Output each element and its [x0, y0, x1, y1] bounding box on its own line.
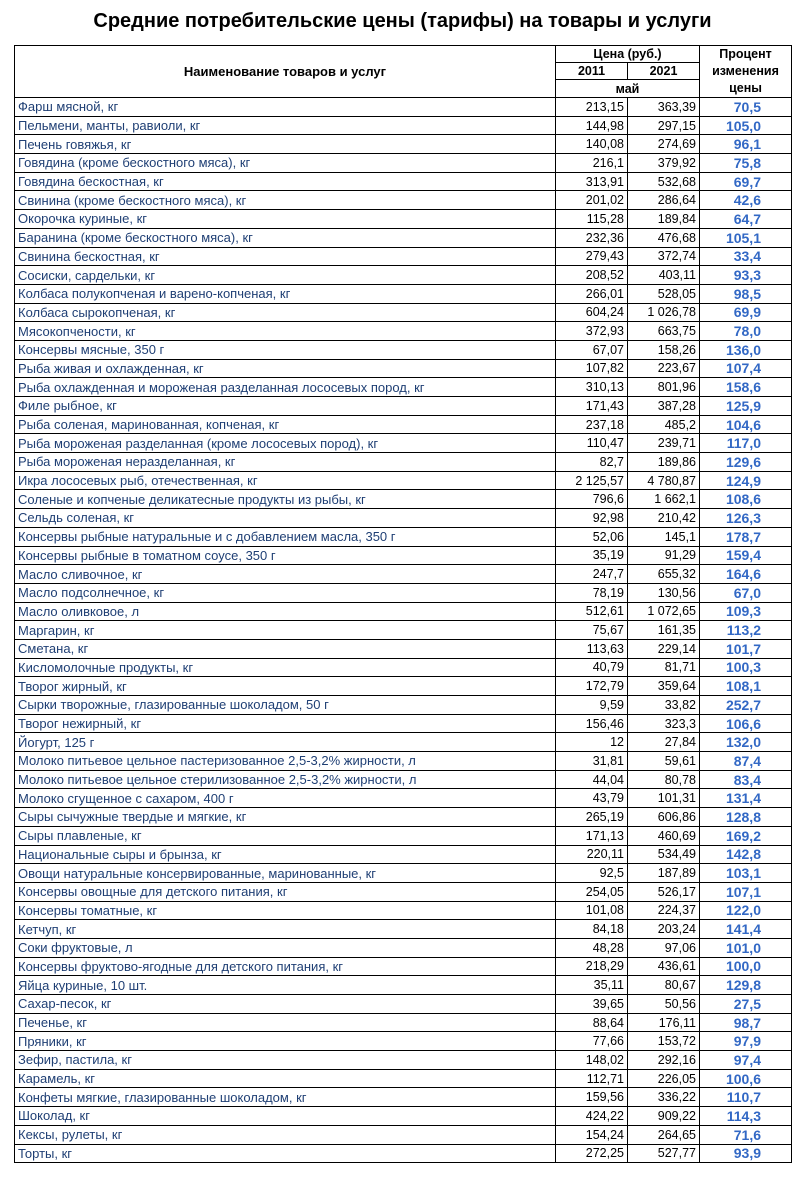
row-name: Консервы фруктово-ягодные для детского питания, кг: [15, 957, 556, 976]
row-price-2021: 323,3: [628, 714, 700, 733]
row-price-2021: 189,84: [628, 210, 700, 229]
row-name: Карамель, кг: [15, 1069, 556, 1088]
row-price-2021: 485,2: [628, 415, 700, 434]
row-pct-change: 97,9: [700, 1032, 792, 1051]
row-price-2021: 476,68: [628, 228, 700, 247]
row-price-2021: 1 072,65: [628, 602, 700, 621]
row-pct-change: 33,4: [700, 247, 792, 266]
row-pct-change: 114,3: [700, 1107, 792, 1126]
row-name: Соленые и копченые деликатесные продукты из рыбы, кг: [15, 490, 556, 509]
row-name: Филе рыбное, кг: [15, 397, 556, 416]
row-pct-change: 64,7: [700, 210, 792, 229]
row-price-2021: 223,67: [628, 359, 700, 378]
row-price-2021: 81,71: [628, 658, 700, 677]
table-row: [15, 172, 792, 191]
row-price-2011: 313,91: [556, 172, 628, 191]
table-row: [15, 434, 792, 453]
row-pct-change: 97,4: [700, 1051, 792, 1070]
row-price-2011: 254,05: [556, 882, 628, 901]
table-row: [15, 976, 792, 995]
row-name: Шоколад, кг: [15, 1107, 556, 1126]
row-price-2011: 372,93: [556, 322, 628, 341]
row-price-2011: 156,46: [556, 714, 628, 733]
row-price-2011: 82,7: [556, 453, 628, 472]
page-title: Средние потребительские цены (тарифы) на товары и услуги: [93, 10, 712, 32]
table-row: [15, 284, 792, 303]
row-price-2011: 112,71: [556, 1069, 628, 1088]
table-row: [15, 154, 792, 173]
row-price-2011: 2 125,57: [556, 471, 628, 490]
header-month: май: [556, 80, 700, 98]
table-row: [15, 901, 792, 920]
table-row: [15, 378, 792, 397]
row-pct-change: 93,3: [700, 266, 792, 285]
table-row: [15, 453, 792, 472]
row-name: Маргарин, кг: [15, 621, 556, 640]
row-price-2011: 35,19: [556, 546, 628, 565]
row-price-2011: 171,13: [556, 826, 628, 845]
row-price-2021: 336,22: [628, 1088, 700, 1107]
row-price-2021: 27,84: [628, 733, 700, 752]
row-price-2021: 909,22: [628, 1107, 700, 1126]
row-price-2011: 265,19: [556, 808, 628, 827]
row-name: Рыба живая и охлажденная, кг: [15, 359, 556, 378]
row-price-2021: 239,71: [628, 434, 700, 453]
row-name: Сосиски, сардельки, кг: [15, 266, 556, 285]
table-row: [15, 639, 792, 658]
table-row: [15, 1144, 792, 1163]
row-price-2021: 50,56: [628, 995, 700, 1014]
table-row: [15, 957, 792, 976]
row-pct-change: 142,8: [700, 845, 792, 864]
row-pct-change: 132,0: [700, 733, 792, 752]
row-price-2011: 75,67: [556, 621, 628, 640]
row-name: Творог нежирный, кг: [15, 714, 556, 733]
row-name: Колбаса сырокопченая, кг: [15, 303, 556, 322]
row-pct-change: 105,0: [700, 116, 792, 135]
row-price-2011: 101,08: [556, 901, 628, 920]
table-row: [15, 770, 792, 789]
row-price-2021: 655,32: [628, 565, 700, 584]
row-price-2021: 130,56: [628, 583, 700, 602]
table-body: [15, 98, 792, 1163]
row-pct-change: 87,4: [700, 752, 792, 771]
row-name: Зефир, пастила, кг: [15, 1051, 556, 1070]
row-pct-change: 159,4: [700, 546, 792, 565]
table-row: [15, 845, 792, 864]
table-row: [15, 752, 792, 771]
row-name: Сырки творожные, глазированные шоколадом, 50 г: [15, 696, 556, 715]
header-name-col: Наименование товаров и услуг: [15, 46, 556, 98]
row-name: Баранина (кроме бескостного мяса), кг: [15, 228, 556, 247]
row-price-2011: 213,15: [556, 98, 628, 117]
row-price-2011: 78,19: [556, 583, 628, 602]
table-row: [15, 696, 792, 715]
row-price-2011: 113,63: [556, 639, 628, 658]
row-price-2011: 48,28: [556, 938, 628, 957]
row-price-2021: 161,35: [628, 621, 700, 640]
row-name: Овощи натуральные консервированные, маринованные, кг: [15, 864, 556, 883]
table-header: [15, 46, 792, 98]
row-name: Колбаса полукопченая и варено-копченая, кг: [15, 284, 556, 303]
row-price-2011: 159,56: [556, 1088, 628, 1107]
table-row: [15, 546, 792, 565]
row-price-2021: 97,06: [628, 938, 700, 957]
row-name: Окорочка куриные, кг: [15, 210, 556, 229]
row-name: Творог жирный, кг: [15, 677, 556, 696]
table-row: [15, 864, 792, 883]
row-name: Консервы рыбные натуральные и с добавлением масла, 350 г: [15, 527, 556, 546]
row-price-2021: 187,89: [628, 864, 700, 883]
row-name: Кексы, рулеты, кг: [15, 1125, 556, 1144]
table-row: [15, 303, 792, 322]
row-price-2021: 528,05: [628, 284, 700, 303]
table-row: [15, 714, 792, 733]
row-pct-change: 101,7: [700, 639, 792, 658]
table-row: [15, 677, 792, 696]
row-price-2011: 237,18: [556, 415, 628, 434]
row-price-2011: 172,79: [556, 677, 628, 696]
row-price-2011: 171,43: [556, 397, 628, 416]
table-row: [15, 920, 792, 939]
row-name: Печень говяжья, кг: [15, 135, 556, 154]
row-price-2021: 153,72: [628, 1032, 700, 1051]
table-row: [15, 1051, 792, 1070]
row-name: Сахар-песок, кг: [15, 995, 556, 1014]
row-price-2021: 59,61: [628, 752, 700, 771]
row-price-2011: 92,98: [556, 509, 628, 528]
row-price-2011: 52,06: [556, 527, 628, 546]
row-price-2011: 88,64: [556, 1013, 628, 1032]
row-name: Рыба мороженая неразделанная, кг: [15, 453, 556, 472]
row-price-2021: 403,11: [628, 266, 700, 285]
row-pct-change: 70,5: [700, 98, 792, 117]
row-price-2011: 115,28: [556, 210, 628, 229]
table-row: [15, 191, 792, 210]
table-row: [15, 808, 792, 827]
price-table: [14, 45, 792, 1163]
row-name: Соки фруктовые, л: [15, 938, 556, 957]
row-pct-change: 110,7: [700, 1088, 792, 1107]
row-price-2011: 148,02: [556, 1051, 628, 1070]
row-price-2011: 40,79: [556, 658, 628, 677]
row-name: Свинина бескостная, кг: [15, 247, 556, 266]
row-price-2021: 663,75: [628, 322, 700, 341]
row-name: Мясокопчености, кг: [15, 322, 556, 341]
row-price-2011: 84,18: [556, 920, 628, 939]
row-price-2021: 460,69: [628, 826, 700, 845]
row-price-2021: 176,11: [628, 1013, 700, 1032]
row-pct-change: 113,2: [700, 621, 792, 640]
row-price-2011: 272,25: [556, 1144, 628, 1163]
row-pct-change: 169,2: [700, 826, 792, 845]
row-pct-change: 69,9: [700, 303, 792, 322]
row-price-2011: 247,7: [556, 565, 628, 584]
row-price-2011: 208,52: [556, 266, 628, 285]
row-pct-change: 126,3: [700, 509, 792, 528]
table-row: [15, 882, 792, 901]
row-name: Консервы томатные, кг: [15, 901, 556, 920]
row-pct-change: 125,9: [700, 397, 792, 416]
table-row: [15, 602, 792, 621]
row-name: Молоко питьевое цельное стерилизованное 2,5-3,2% жирности, л: [15, 770, 556, 789]
row-name: Пельмени, манты, равиоли, кг: [15, 116, 556, 135]
row-price-2011: 796,6: [556, 490, 628, 509]
header-price-group: Цена (руб.): [556, 46, 700, 63]
table-row: [15, 1107, 792, 1126]
row-pct-change: 108,1: [700, 677, 792, 696]
row-price-2011: 31,81: [556, 752, 628, 771]
row-name: Консервы рыбные в томатном соусе, 350 г: [15, 546, 556, 565]
row-price-2011: 144,98: [556, 116, 628, 135]
row-price-2021: 532,68: [628, 172, 700, 191]
row-price-2021: 297,15: [628, 116, 700, 135]
row-pct-change: 42,6: [700, 191, 792, 210]
row-pct-change: 122,0: [700, 901, 792, 920]
row-pct-change: 106,6: [700, 714, 792, 733]
row-name: Молоко питьевое цельное пастеризованное 2,5-3,2% жирности, л: [15, 752, 556, 771]
row-pct-change: 100,6: [700, 1069, 792, 1088]
row-price-2021: 372,74: [628, 247, 700, 266]
row-price-2021: 210,42: [628, 509, 700, 528]
table-row: [15, 565, 792, 584]
row-pct-change: 129,6: [700, 453, 792, 472]
row-price-2021: 359,64: [628, 677, 700, 696]
row-name: Рыба охлажденная и мороженая разделанная лососевых пород, кг: [15, 378, 556, 397]
table-row: [15, 322, 792, 341]
row-price-2021: 606,86: [628, 808, 700, 827]
row-price-2011: 604,24: [556, 303, 628, 322]
table-row: [15, 995, 792, 1014]
row-price-2021: 534,49: [628, 845, 700, 864]
row-name: Сельдь соленая, кг: [15, 509, 556, 528]
row-pct-change: 141,4: [700, 920, 792, 939]
row-name: Фарш мясной, кг: [15, 98, 556, 117]
row-price-2021: 145,1: [628, 527, 700, 546]
table-row: [15, 210, 792, 229]
row-price-2021: 33,82: [628, 696, 700, 715]
row-name: Кетчуп, кг: [15, 920, 556, 939]
row-price-2011: 140,08: [556, 135, 628, 154]
row-pct-change: 164,6: [700, 565, 792, 584]
table-row: [15, 359, 792, 378]
row-pct-change: 83,4: [700, 770, 792, 789]
row-name: Сметана, кг: [15, 639, 556, 658]
row-pct-change: 129,8: [700, 976, 792, 995]
row-pct-change: 108,6: [700, 490, 792, 509]
table-row: [15, 938, 792, 957]
row-price-2011: 12: [556, 733, 628, 752]
row-price-2011: 92,5: [556, 864, 628, 883]
row-price-2021: 363,39: [628, 98, 700, 117]
row-pct-change: 69,7: [700, 172, 792, 191]
table-row: [15, 621, 792, 640]
row-name: Сыры сычужные твердые и мягкие, кг: [15, 808, 556, 827]
row-price-2021: 101,31: [628, 789, 700, 808]
header-pct-col: Процент изменения цены: [700, 46, 792, 98]
row-price-2011: 220,11: [556, 845, 628, 864]
row-pct-change: 96,1: [700, 135, 792, 154]
row-name: Печенье, кг: [15, 1013, 556, 1032]
row-pct-change: 107,1: [700, 882, 792, 901]
table-row: [15, 397, 792, 416]
row-price-2021: 1 662,1: [628, 490, 700, 509]
row-pct-change: 105,1: [700, 228, 792, 247]
table-row: [15, 247, 792, 266]
row-pct-change: 252,7: [700, 696, 792, 715]
row-price-2011: 310,13: [556, 378, 628, 397]
row-price-2021: 264,65: [628, 1125, 700, 1144]
table-row: [15, 1032, 792, 1051]
row-pct-change: 67,0: [700, 583, 792, 602]
row-pct-change: 124,9: [700, 471, 792, 490]
row-price-2021: 91,29: [628, 546, 700, 565]
row-pct-change: 78,0: [700, 322, 792, 341]
row-pct-change: 71,6: [700, 1125, 792, 1144]
row-price-2011: 44,04: [556, 770, 628, 789]
row-name: Пряники, кг: [15, 1032, 556, 1051]
table-row: [15, 266, 792, 285]
row-name: Рыба соленая, маринованная, копченая, кг: [15, 415, 556, 434]
row-price-2021: 1 026,78: [628, 303, 700, 322]
row-name: Йогурт, 125 г: [15, 733, 556, 752]
row-price-2021: 436,61: [628, 957, 700, 976]
table-row: [15, 1069, 792, 1088]
row-pct-change: 101,0: [700, 938, 792, 957]
row-price-2021: 229,14: [628, 639, 700, 658]
row-price-2011: 67,07: [556, 340, 628, 359]
table-row: [15, 658, 792, 677]
row-pct-change: 107,4: [700, 359, 792, 378]
row-name: Говядина (кроме бескостного мяса), кг: [15, 154, 556, 173]
row-pct-change: 117,0: [700, 434, 792, 453]
row-name: Рыба мороженая разделанная (кроме лососевых пород), кг: [15, 434, 556, 453]
row-price-2011: 35,11: [556, 976, 628, 995]
table-row: [15, 116, 792, 135]
row-pct-change: 103,1: [700, 864, 792, 883]
table-row: [15, 415, 792, 434]
row-price-2021: 292,16: [628, 1051, 700, 1070]
row-price-2011: 512,61: [556, 602, 628, 621]
row-price-2021: 80,78: [628, 770, 700, 789]
row-name: Масло сливочное, кг: [15, 565, 556, 584]
row-pct-change: 109,3: [700, 602, 792, 621]
row-name: Говядина бескостная, кг: [15, 172, 556, 191]
table-row: [15, 228, 792, 247]
row-name: Консервы овощные для детского питания, кг: [15, 882, 556, 901]
row-pct-change: 131,4: [700, 789, 792, 808]
row-name: Масло оливковое, л: [15, 602, 556, 621]
row-price-2011: 279,43: [556, 247, 628, 266]
row-price-2011: 218,29: [556, 957, 628, 976]
table-row: [15, 527, 792, 546]
row-pct-change: 158,6: [700, 378, 792, 397]
row-pct-change: 98,5: [700, 284, 792, 303]
table-row: [15, 340, 792, 359]
table-row: [15, 135, 792, 154]
row-price-2021: 379,92: [628, 154, 700, 173]
row-name: Свинина (кроме бескостного мяса), кг: [15, 191, 556, 210]
row-price-2021: 286,64: [628, 191, 700, 210]
row-price-2011: 201,02: [556, 191, 628, 210]
row-price-2011: 154,24: [556, 1125, 628, 1144]
table-row: [15, 490, 792, 509]
row-name: Торты, кг: [15, 1144, 556, 1163]
table-row: [15, 1013, 792, 1032]
row-price-2011: 232,36: [556, 228, 628, 247]
row-name: Кисломолочные продукты, кг: [15, 658, 556, 677]
row-price-2021: 387,28: [628, 397, 700, 416]
row-name: Консервы мясные, 350 г: [15, 340, 556, 359]
table-row: [15, 471, 792, 490]
table-row: [15, 98, 792, 117]
row-name: Конфеты мягкие, глазированные шоколадом, кг: [15, 1088, 556, 1107]
row-price-2011: 216,1: [556, 154, 628, 173]
row-name: Сыры плавленые, кг: [15, 826, 556, 845]
table-row: [15, 826, 792, 845]
row-price-2021: 226,05: [628, 1069, 700, 1088]
row-price-2021: 189,86: [628, 453, 700, 472]
table-row: [15, 789, 792, 808]
row-price-2011: 43,79: [556, 789, 628, 808]
row-price-2011: 77,66: [556, 1032, 628, 1051]
row-price-2021: 203,24: [628, 920, 700, 939]
table-row: [15, 509, 792, 528]
row-price-2021: 158,26: [628, 340, 700, 359]
row-price-2021: 80,67: [628, 976, 700, 995]
table-row: [15, 1125, 792, 1144]
row-pct-change: 128,8: [700, 808, 792, 827]
row-name: Масло подсолнечное, кг: [15, 583, 556, 602]
row-pct-change: 98,7: [700, 1013, 792, 1032]
row-pct-change: 100,3: [700, 658, 792, 677]
row-pct-change: 75,8: [700, 154, 792, 173]
table-row: [15, 1088, 792, 1107]
row-price-2011: 39,65: [556, 995, 628, 1014]
header-year-2021: 2021: [628, 63, 700, 80]
header-year-2011: 2011: [556, 63, 628, 80]
row-pct-change: 178,7: [700, 527, 792, 546]
row-price-2011: 9,59: [556, 696, 628, 715]
row-name: Молоко сгущенное с сахаром, 400 г: [15, 789, 556, 808]
row-price-2021: 526,17: [628, 882, 700, 901]
table-row: [15, 583, 792, 602]
row-price-2021: 224,37: [628, 901, 700, 920]
row-pct-change: 100,0: [700, 957, 792, 976]
row-pct-change: 136,0: [700, 340, 792, 359]
row-pct-change: 27,5: [700, 995, 792, 1014]
row-price-2011: 424,22: [556, 1107, 628, 1126]
row-price-2011: 110,47: [556, 434, 628, 453]
row-pct-change: 93,9: [700, 1144, 792, 1163]
row-name: Национальные сыры и брынза, кг: [15, 845, 556, 864]
table-row: [15, 733, 792, 752]
row-price-2021: 4 780,87: [628, 471, 700, 490]
row-price-2021: 274,69: [628, 135, 700, 154]
row-pct-change: 104,6: [700, 415, 792, 434]
row-name: Икра лососевых рыб, отечественная, кг: [15, 471, 556, 490]
row-price-2021: 527,77: [628, 1144, 700, 1163]
row-name: Яйца куриные, 10 шт.: [15, 976, 556, 995]
row-price-2021: 801,96: [628, 378, 700, 397]
row-price-2011: 107,82: [556, 359, 628, 378]
row-price-2011: 266,01: [556, 284, 628, 303]
